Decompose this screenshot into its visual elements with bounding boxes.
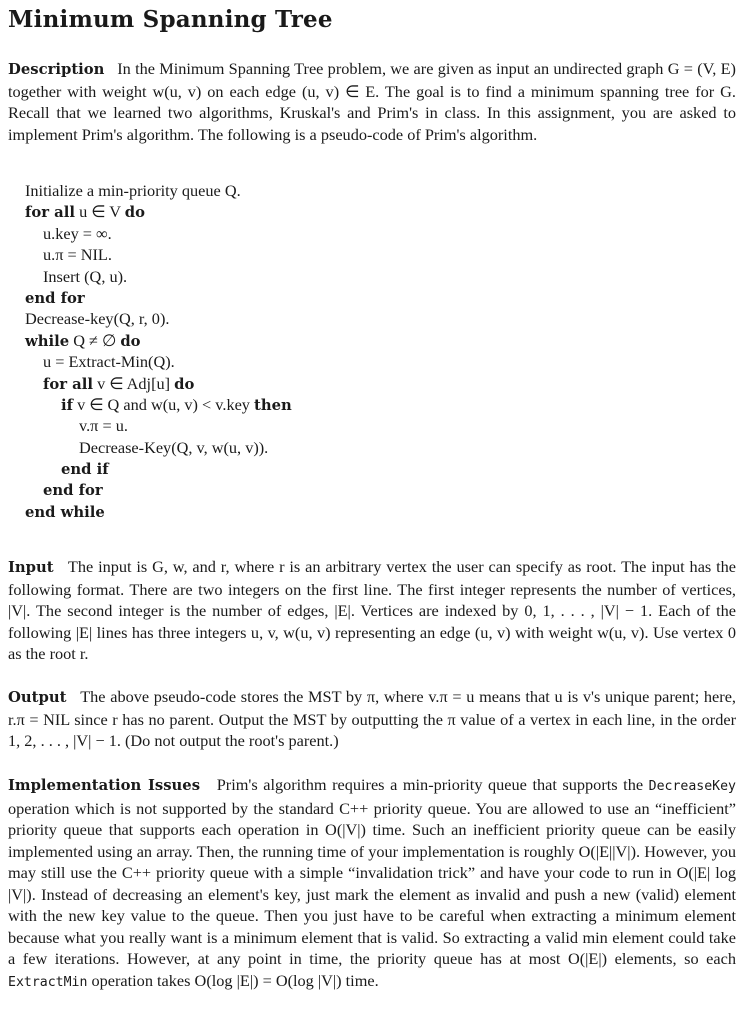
output-paragraph [8,686,736,752]
pseudocode-keyword: while [25,332,70,350]
description-text: In the Minimum Spanning Tree problem, we are given as input an undirected graph G = (V, E) together with weight w(u, v) on each edge (u, v) ∈ E. The goal is to find a minimum spanning tree for G. Recall that we learned two algorithms, Kruskal's and Prim's in class. In this assignment, you are asked to implement Prim's algorithm. The following is a pseudo-code of Prim's algorithm. [8,59,736,144]
pseudocode-line [25,415,485,436]
pseudocode-text: u.π = NIL. [43,245,112,265]
page-title: Minimum Spanning Tree [8,6,333,33]
pseudocode-line [25,458,485,479]
pseudocode-text: u = Extract-Min(Q). [43,352,175,372]
implementation-paragraph [8,774,736,993]
pseudocode-line [25,437,485,458]
pseudocode-text: u.key = ∞. [43,223,112,243]
pseudocode-line [25,201,485,222]
pseudocode-text: v ∈ Q and w(u, v) < v.key [73,394,255,414]
pseudocode-keyword: end for [25,289,85,307]
extract-min-code: ExtractMin [8,974,88,990]
pseudocode-keyword: do [124,204,146,222]
output-heading: Output [8,689,67,706]
pseudocode-line [25,330,485,351]
pseudocode-text: Decrease-Key(Q, v, w(u, v)). [79,437,269,457]
pseudocode-line [25,479,485,500]
pseudocode-keyword: do [120,332,141,350]
pseudocode-keyword: end for [43,482,103,500]
pseudocode-line [25,501,485,522]
description-heading: Description [8,61,105,78]
implementation-text-1: Prim's algorithm requires a min-priority queue that supports the [216,775,644,794]
pseudocode-keyword: end while [25,503,105,521]
description-paragraph [8,58,736,145]
pseudocode-keyword: for all [25,204,76,222]
input-heading: Input [8,559,54,576]
pseudocode-line [25,244,485,265]
implementation-text-2: operation which is not supported by the standard C++ priority queue. You are allowed to use an “inefficient” priority queue that supports each operation in O(|V|) time. Such an inefficient priority queue can be easily implemented using an array. Then, the running time of your implementation is roughly O(|E||V|). However, you may still use the C++ priority queue with a simple “invalidation trick” and have your code to run in O(|E| log |V|). Instead of decreasing an element's key, just mark the element as invalid and push a new (valid) element with the new key value to the queue. Then you just have to be careful when extracting a minimum element because what you really want is a minimum element that is valid. So extracting a valid min element could take a few iterations. However, at any point in time, the priority queue has at most O(|E|) elements, so each [8,798,736,968]
pseudocode-text: Insert (Q, u). [43,266,128,286]
pseudocode-line [25,394,485,415]
pseudocode-line [25,373,485,394]
pseudocode-keyword: then [254,396,292,414]
implementation-heading: Implementation Issues [8,777,201,794]
output-text: The above pseudo-code stores the MST by π, where v.π = u means that u is v's unique parent; here, r.π = NIL since r has no parent. Output the MST by outputting the π value of a vertex in each line, in the order 1, 2, . . . , |V| − 1. (Do not output the root's parent.) [8,687,736,750]
pseudocode-line [25,223,485,244]
decrease-key-code: DecreaseKey [648,779,736,794]
pseudocode-text: Q ≠ ∅ [69,330,121,350]
implementation-text-3: operation takes O(log |E|) = O(log |V|) time. [91,970,379,990]
pseudocode-text: v ∈ Adj[u] [93,373,175,393]
pseudocode-block [25,180,485,522]
pseudocode-line [25,287,485,308]
pseudocode-line [25,180,485,201]
pseudocode-line [25,308,485,329]
pseudocode-line [25,266,485,287]
pseudocode-keyword: if [61,396,73,414]
pseudocode-line [25,351,485,372]
pseudocode-keyword: for all [43,375,94,393]
pseudocode-text: Decrease-key(Q, r, 0). [25,309,170,329]
input-text: The input is G, w, and r, where r is an arbitrary vertex the user can specify as root. The input has the following format. There are two integers on the first line. The first integer represents the number of vertices, |V|. The second integer is the number of edges, |E|. Vertices are indexed by 0, 1, . . . , |V| − 1. Each of the following |E| lines has three integers u, v, w(u, v) representing an edge (u, v) with weight w(u, v). Use vertex 0 as the root r. [8,557,737,663]
pseudocode-keyword: do [174,375,195,393]
pseudocode-text: Initialize a min-priority queue Q. [25,181,241,200]
input-paragraph [8,556,736,665]
pseudocode-keyword: end if [61,461,109,479]
pseudocode-text: u ∈ V [75,202,125,222]
pseudocode-text: v.π = u. [79,416,128,436]
